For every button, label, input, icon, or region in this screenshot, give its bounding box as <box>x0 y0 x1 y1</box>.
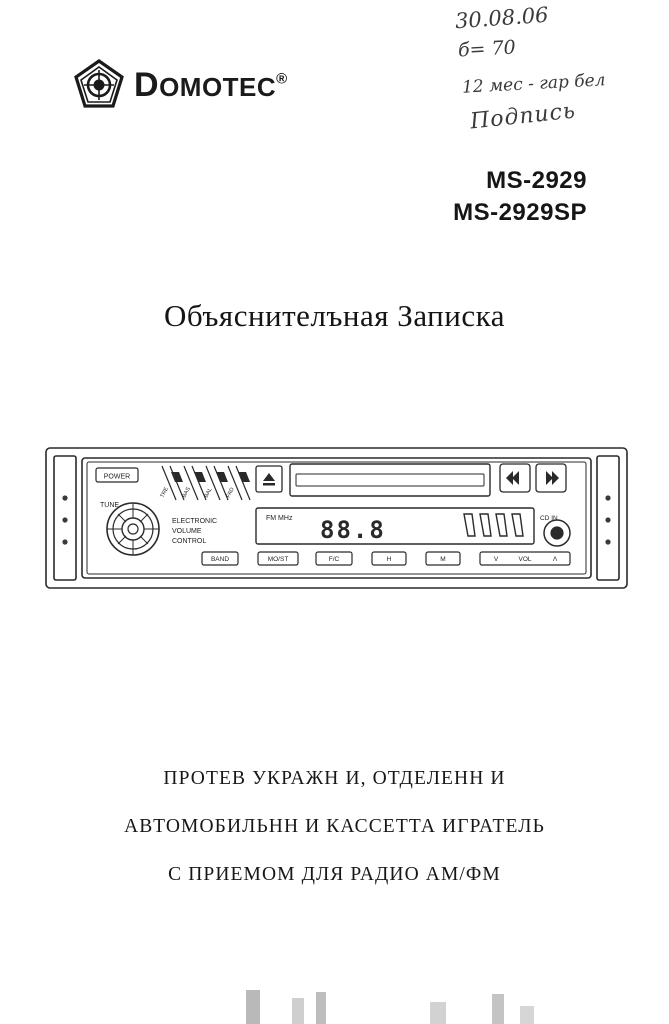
model-number-primary: MS-2929 <box>486 167 587 194</box>
registered-trademark-icon: ® <box>276 70 288 88</box>
brand-name-rest: OMOTEC <box>159 71 277 102</box>
model-number-secondary: MS-2929SP <box>453 199 587 227</box>
svg-text:H: H <box>386 556 392 563</box>
svg-text:BAS: BAS <box>181 486 192 499</box>
footer-line-2: АВТОМОБИЛЬНН И КАССЕТТА ИГРАТЕЛЬ <box>124 815 545 837</box>
svg-text:POWER: POWER <box>103 473 131 481</box>
brand-name <box>134 66 288 105</box>
scan-artifact <box>492 994 504 1024</box>
scan-artifact <box>430 1002 446 1024</box>
svg-text:F/C: F/C <box>328 556 340 563</box>
scan-artifact <box>316 992 326 1024</box>
footer-line-3: С ПРИЕМОМ ДЛЯ РАДИО АМ/ФМ <box>168 863 501 885</box>
handwritten-date: 30.08.06 <box>454 2 550 34</box>
scan-artifact <box>246 990 260 1024</box>
svg-text:88.8: 88.8 <box>320 516 386 544</box>
svg-text:MO/ST: MO/ST <box>267 556 289 563</box>
handwritten-note-warranty: 12 мес - гар бел <box>461 70 606 98</box>
svg-text:Λ: Λ <box>552 556 558 563</box>
svg-text:M: M <box>440 556 446 563</box>
brand-logo <box>72 58 288 112</box>
svg-text:BAL: BAL <box>203 486 214 499</box>
handwritten-note-quantity: б= 70 <box>457 36 517 62</box>
svg-text:BAND: BAND <box>210 556 230 563</box>
svg-text:V: V <box>493 556 499 563</box>
scan-artifact <box>292 998 304 1024</box>
model-numbers <box>453 165 587 230</box>
svg-text:CONTROL: CONTROL <box>172 538 207 545</box>
svg-text:ELECTRONIC: ELECTRONIC <box>172 518 218 525</box>
svg-text:FM MHz: FM MHz <box>266 515 293 522</box>
svg-text:TRE: TRE <box>159 486 170 499</box>
footer-description <box>0 755 669 898</box>
footer-line-1: ПРОТЕВ УКРАЖН И, ОТДЕЛЕНН И <box>163 768 506 789</box>
car-stereo-illustration <box>44 428 629 613</box>
handwritten-signature: Подпись <box>468 98 578 135</box>
svg-text:TUNE: TUNE <box>100 502 120 509</box>
svg-text:FAD: FAD <box>225 486 236 499</box>
pentagon-target-logo-icon <box>72 58 126 112</box>
scan-artifact <box>520 1006 534 1024</box>
svg-text:VOL: VOL <box>518 556 532 563</box>
page-title: Объяснителъная Записка <box>164 298 505 333</box>
svg-text:VOLUME: VOLUME <box>172 528 202 535</box>
brand-name-initial: D <box>134 65 160 104</box>
svg-text:CD IN: CD IN <box>540 515 558 522</box>
